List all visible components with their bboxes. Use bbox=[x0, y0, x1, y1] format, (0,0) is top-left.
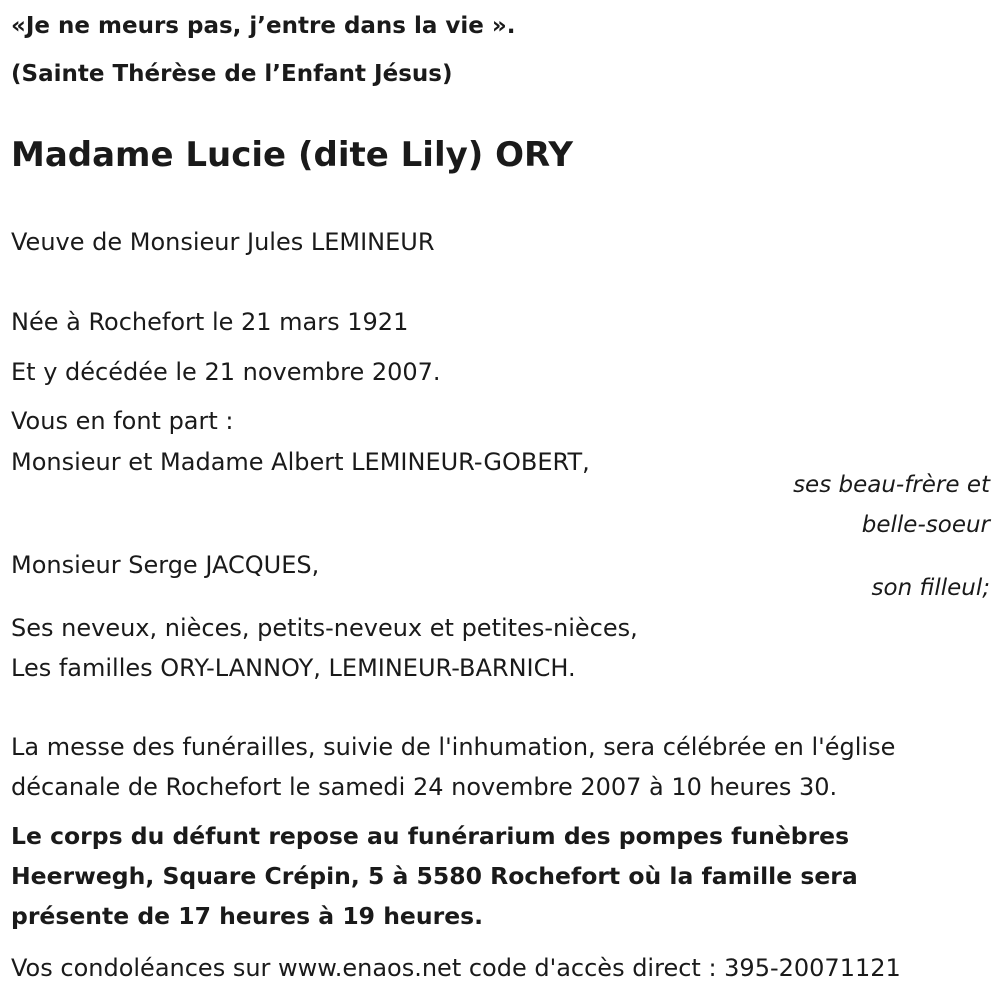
viewing-line-1: Le corps du défunt repose au funérarium des pompes funèbres bbox=[11, 822, 850, 850]
condolences-line: Vos condoléances sur www.enaos.net code d'accès direct : 395-20071121 bbox=[11, 954, 901, 982]
announcer-1-relation-line1: ses beau-frère et bbox=[793, 472, 990, 498]
ceremony-line-1: La messe des funérailles, suivie de l'inhumation, sera célébrée en l'église bbox=[11, 733, 896, 761]
quote-source: (Sainte Thérèse de l’Enfant Jésus) bbox=[11, 61, 453, 87]
announcer-2-name: Monsieur Serge JACQUES, bbox=[11, 551, 320, 579]
viewing-line-2: Heerwegh, Square Crépin, 5 à 5580 Rochefort où la famille sera bbox=[11, 862, 858, 890]
announcer-1-relation-line2: belle-soeur bbox=[861, 512, 990, 538]
quote: «Je ne meurs pas, j’entre dans la vie ». bbox=[11, 13, 516, 39]
birth-info: Née à Rochefort le 21 mars 1921 bbox=[11, 308, 409, 336]
extended-family-1: Ses neveux, nièces, petits-neveux et petites-nièces, bbox=[11, 614, 638, 642]
announcer-1-name: Monsieur et Madame Albert LEMINEUR-GOBERT, bbox=[11, 448, 590, 476]
announce-intro: Vous en font part : bbox=[11, 407, 234, 435]
death-info: Et y décédée le 21 novembre 2007. bbox=[11, 358, 441, 386]
deceased-name: Madame Lucie (dite Lily) ORY bbox=[11, 135, 573, 175]
viewing-line-3: présente de 17 heures à 19 heures. bbox=[11, 902, 484, 930]
widow-of: Veuve de Monsieur Jules LEMINEUR bbox=[11, 228, 435, 256]
announcer-2-relation: son filleul; bbox=[871, 575, 990, 601]
extended-family-2: Les familles ORY-LANNOY, LEMINEUR-BARNICH. bbox=[11, 654, 576, 682]
ceremony-line-2: décanale de Rochefort le samedi 24 novembre 2007 à 10 heures 30. bbox=[11, 773, 838, 801]
